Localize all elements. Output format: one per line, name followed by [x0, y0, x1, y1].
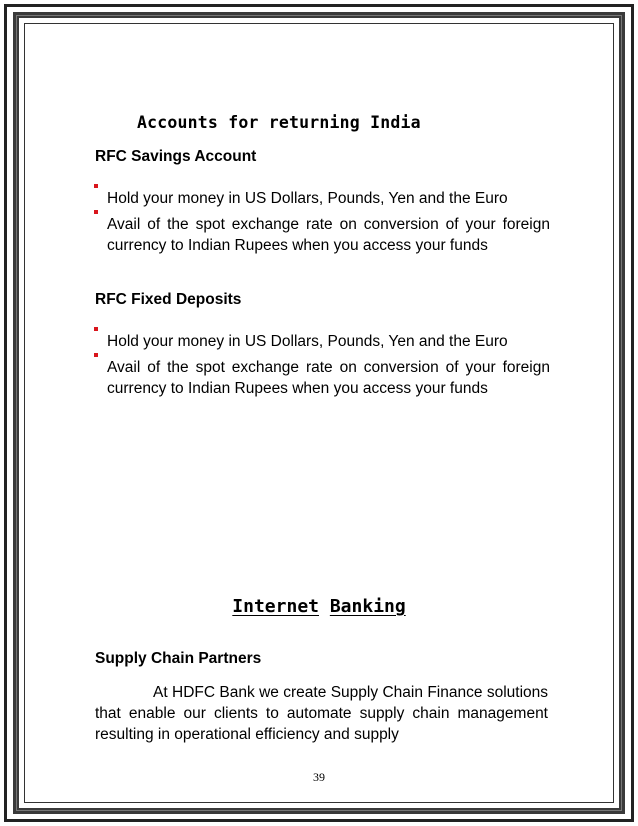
rfc-savings-bullet-1: [95, 188, 550, 209]
bullet-text: Hold your money in US Dollars, Pounds, Yen and the Euro: [107, 333, 508, 350]
bullet-text: Hold your money in US Dollars, Pounds, Yen and the Euro: [107, 190, 508, 207]
page-number: 39: [313, 770, 325, 784]
bullet-icon: [94, 210, 98, 214]
bullet-text: Avail of the spot exchange rate on conversion of your foreign currency to Indian Rupees when you access your funds: [107, 216, 550, 254]
bullet-icon: [94, 353, 98, 357]
bullet-text: Avail of the spot exchange rate on conversion of your foreign currency to Indian Rupees when you access your funds: [107, 359, 550, 397]
internet-word: Internet: [232, 596, 319, 617]
bullet-icon: [94, 327, 98, 331]
supply-chain-paragraph: At HDFC Bank we create Supply Chain Finance solutions that enable our clients to automate supply chain management resulting in operational efficiency and supply: [95, 684, 548, 743]
banking-word: Banking: [329, 596, 406, 617]
internet-banking-heading: [0, 596, 638, 617]
rfc-fixed-title: RFC Fixed Deposits: [95, 291, 242, 308]
supply-chain-title: Supply Chain Partners: [95, 650, 262, 667]
rfc-savings-bullet-2: [95, 214, 550, 256]
returning-india-heading: Accounts for returning India: [137, 113, 421, 132]
rfc-savings-title: RFC Savings Account: [95, 148, 257, 165]
bullet-icon: [94, 184, 98, 188]
rfc-fixed-bullet-2: [95, 357, 550, 399]
rfc-fixed-bullet-1: [95, 331, 550, 352]
